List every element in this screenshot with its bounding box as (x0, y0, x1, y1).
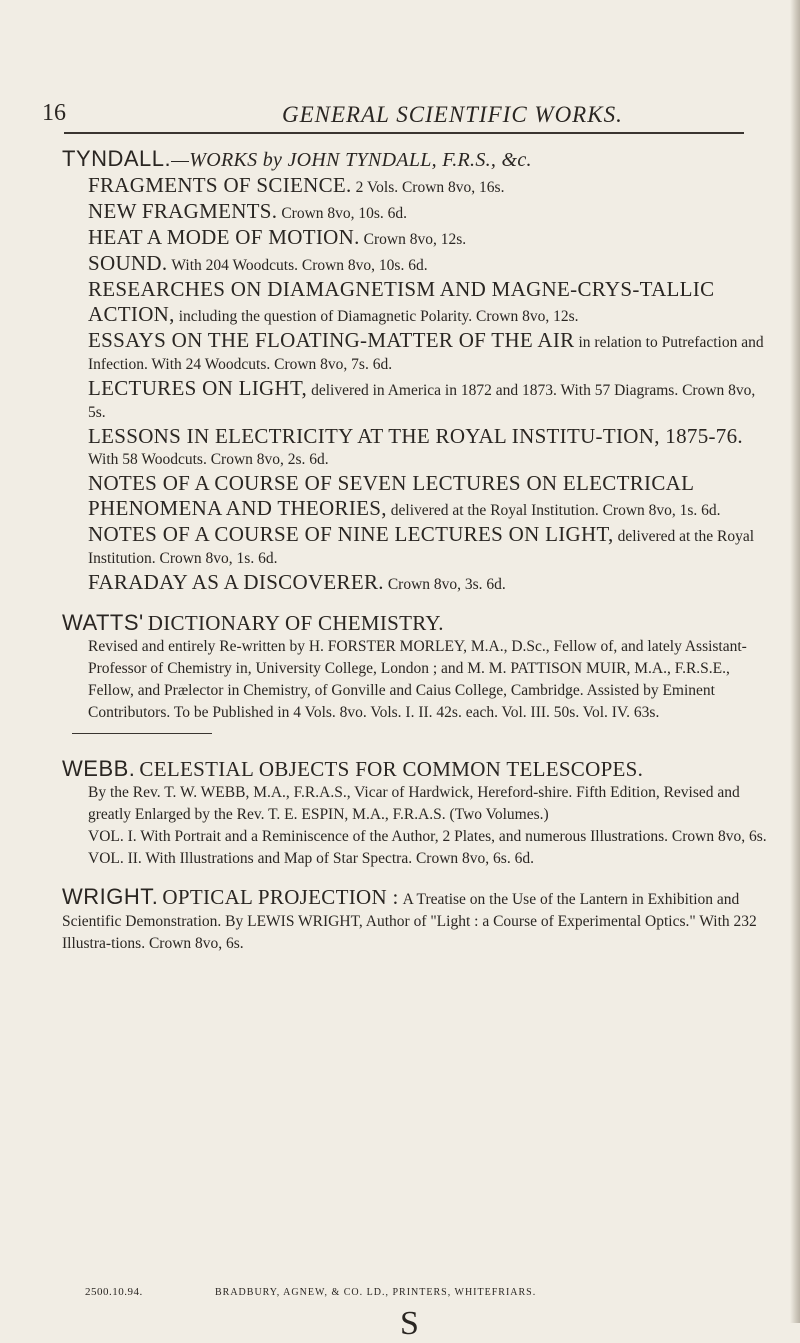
book-item (88, 173, 772, 199)
series-title: —WORKS by JOHN TYNDALL, F.R.S., &c. (171, 149, 532, 171)
book-title: ESSAYS ON THE FLOATING-MATTER OF THE AIR (88, 328, 575, 352)
print-code: 2500.10.94. (85, 1286, 143, 1298)
book-detail: delivered in America in 1872 and 1873. With 57 Diagrams. Crown 8vo, 5s. (88, 382, 756, 421)
running-title: GENERAL SCIENTIFIC WORKS. (282, 102, 623, 127)
page-edge (790, 0, 800, 1323)
book-description: Revised and entirely Re-written by H. FORSTER MORLEY, M.A., D.Sc., Fellow of, and lately Assistant-Professor of Chemistry in, University College, London ; and M. M. PATTISON MUIR, M.A., F.R.S.E., Fellow, and Prælector in Chemistry, of Gonville and Caius College, Cambridge. Assisted by Eminent Contributors. To be Published in 4 Vols. 8vo. Vols. I. II. 42s. each. Vol. III. 50s. Vol. IV. 63s. (88, 638, 747, 721)
section-divider (72, 733, 212, 734)
webb-entry (62, 756, 772, 870)
book-title: NOTES OF A COURSE OF NINE LECTURES ON LIGHT, (88, 522, 614, 546)
book-detail: Crown 8vo, 3s. 6d. (387, 576, 506, 593)
book-description: A Treatise on the Use of the Lantern in Exhibition and Scientific Demonstration. By LEWIS WRIGHT, Author of "Light : a Course of Experimental Optics." With 232 Illustra-tions. Crown 8vo, 6s. (62, 891, 757, 952)
book-item (88, 424, 772, 471)
book-detail: delivered at the Royal Institution. Crown 8vo, 1s. 6d. (390, 502, 721, 519)
book-item (88, 376, 772, 424)
book-item (88, 471, 772, 522)
volume-detail: VOL. I. With Portrait and a Reminiscence of the Author, 2 Plates, and numerous Illustrations. Crown 8vo, 6s. (88, 828, 767, 845)
watts-entry (62, 610, 772, 742)
author-name: TYNDALL. (62, 146, 172, 171)
book-title: LECTURES ON LIGHT, (88, 376, 308, 400)
book-item (88, 225, 772, 251)
book-title: OPTICAL PROJECTION : (162, 885, 399, 909)
book-detail: With 204 Woodcuts. Crown 8vo, 10s. 6d. (171, 257, 428, 274)
book-title: SOUND. (88, 251, 168, 275)
book-description: By the Rev. T. W. WEBB, M.A., F.R.A.S., Vicar of Hardwick, Hereford-shire. Fifth Edition, Revised and greatly Enlarged by the Rev. T. E. ESPIN, M.A., F.R.A.S. (Two Volumes.) (88, 784, 740, 823)
book-title: NOTES OF A COURSE OF SEVEN LECTURES ON ELECTRICAL PHENOMENA AND THEORIES, (88, 471, 694, 520)
book-item (88, 570, 772, 596)
author-name: WATTS' (62, 610, 144, 635)
book-title: RESEARCHES ON DIAMAGNETISM AND MAGNE-CRYS-TALLIC ACTION, (88, 277, 715, 326)
book-title: CELESTIAL OBJECTS FOR COMMON TELESCOPES. (139, 757, 644, 781)
wright-entry (62, 884, 772, 955)
book-title: HEAT A MODE OF MOTION. (88, 225, 360, 249)
printer-line: BRADBURY, AGNEW, & CO. LD., PRINTERS, WHITEFRIARS. (215, 1287, 537, 1298)
book-detail: With 58 Woodcuts. Crown 8vo, 2s. 6d. (88, 451, 329, 468)
book-detail: including the question of Diamagnetic Polarity. Crown 8vo, 12s. (178, 308, 579, 325)
book-title: LESSONS IN ELECTRICITY AT THE ROYAL INSTITU-TION, 1875-76. (88, 424, 743, 448)
book-title: NEW FRAGMENTS. (88, 199, 278, 223)
book-detail: Crown 8vo, 10s. 6d. (281, 205, 408, 222)
book-item (88, 522, 772, 570)
book-item (88, 199, 772, 225)
author-name: WEBB. (62, 756, 136, 781)
page-number: 16 (42, 100, 66, 126)
book-item (88, 328, 772, 376)
book-detail: 2 Vols. Crown 8vo, 16s. (355, 179, 505, 196)
header-rule (64, 132, 744, 134)
page-header (42, 100, 762, 134)
author-name: WRIGHT. (62, 884, 159, 909)
catalogue-content (62, 146, 772, 969)
book-item (88, 251, 772, 277)
book-item (88, 277, 772, 328)
book-title: FARADAY AS A DISCOVERER. (88, 570, 384, 594)
book-title: DICTIONARY OF CHEMISTRY. (147, 611, 444, 635)
book-detail: Crown 8vo, 12s. (363, 231, 467, 248)
book-detail: in relation to Putrefaction and Infection. With 24 Woodcuts. Crown 8vo, 7s. 6d. (88, 334, 764, 373)
volume-detail: VOL. II. With Illustrations and Map of Star Spectra. Crown 8vo, 6s. 6d. (88, 850, 534, 867)
signature-mark: S (400, 1305, 419, 1342)
book-detail: delivered at the Royal Institution. Crown 8vo, 1s. 6d. (88, 528, 755, 567)
book-title: FRAGMENTS OF SCIENCE. (88, 173, 352, 197)
tyndall-entry (62, 146, 772, 596)
